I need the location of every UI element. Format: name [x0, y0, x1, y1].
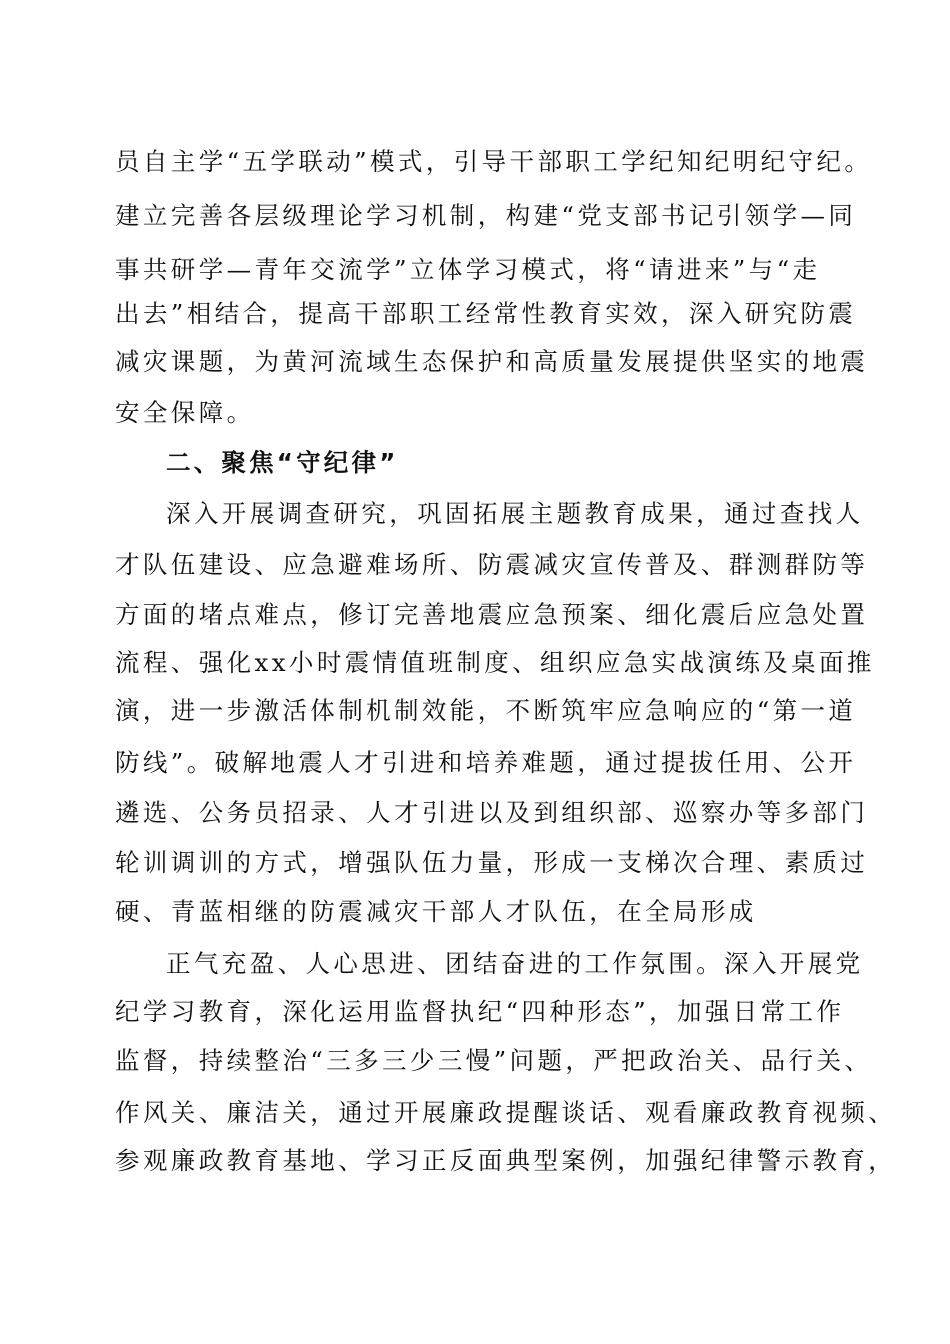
body-text-line: 演，进一步激活体制机制效能，不断筑牢应急响应的“第一道	[115, 696, 857, 725]
body-text-line: 参观廉政教育基地、学习正反面典型案例，加强纪律警示教育，	[115, 1146, 897, 1175]
body-text-line: 建立完善各层级理论学习机制，构建“党支部书记引领学—同	[115, 201, 857, 230]
body-text-line: 出去”相结合，提高干部职工经常性教育实效，深入研究防震	[115, 299, 857, 328]
body-text-line: 遴选、公务员招录、人才引进以及到组织部、巡察办等多部门	[115, 798, 869, 827]
body-text-line: 减灾课题，为黄河流域生态保护和高质量发展提供坚实的地震	[115, 347, 869, 376]
body-text-line: 防线”。破解地震人才引进和培养难题，通过提拔任用、公开	[115, 748, 857, 777]
body-text-line: 事共研学—青年交流学”立体学习模式，将“请进来”与“走	[115, 255, 821, 284]
body-text-line: 硬、青蓝相继的防震减灾干部人才队伍，在全局形成	[115, 897, 757, 926]
body-text-line: 流程、强化xx小时震情值班制度、组织应急实战演练及桌面推	[115, 648, 875, 677]
body-text-line: 作风关、廉洁关，通过开展廉政提醒谈话、观看廉政教育视频、	[115, 1098, 897, 1127]
body-text-line: 轮训调训的方式，增强队伍力量，形成一支梯次合理、素质过	[115, 848, 869, 877]
paragraph-first-line: 深入开展调查研究，巩固拓展主题教育成果，通过查找人	[166, 499, 864, 528]
body-text-line: 才队伍建设、应急避难场所、防震减灾宣传普及、群测群防等	[115, 550, 869, 579]
section-heading: 二、聚焦“守纪律”	[166, 448, 399, 477]
body-text-line: 安全保障。	[115, 398, 255, 427]
body-text-line: 监督，持续整治“三多三少三慢”问题，严把政治关、品行关、	[115, 1046, 873, 1075]
paragraph-first-line: 正气充盈、人心思进、团结奋进的工作氛围。深入开展党	[166, 949, 864, 978]
body-text-line: 方面的堵点难点，修订完善地震应急预案、细化震后应急处置	[115, 600, 869, 629]
body-text-line: 纪学习教育，深化运用监督执纪“四种形态”，加强日常工作	[115, 997, 845, 1026]
body-text-line: 员自主学“五学联动”模式，引导干部职工学纪知纪明纪守纪。	[115, 147, 873, 176]
